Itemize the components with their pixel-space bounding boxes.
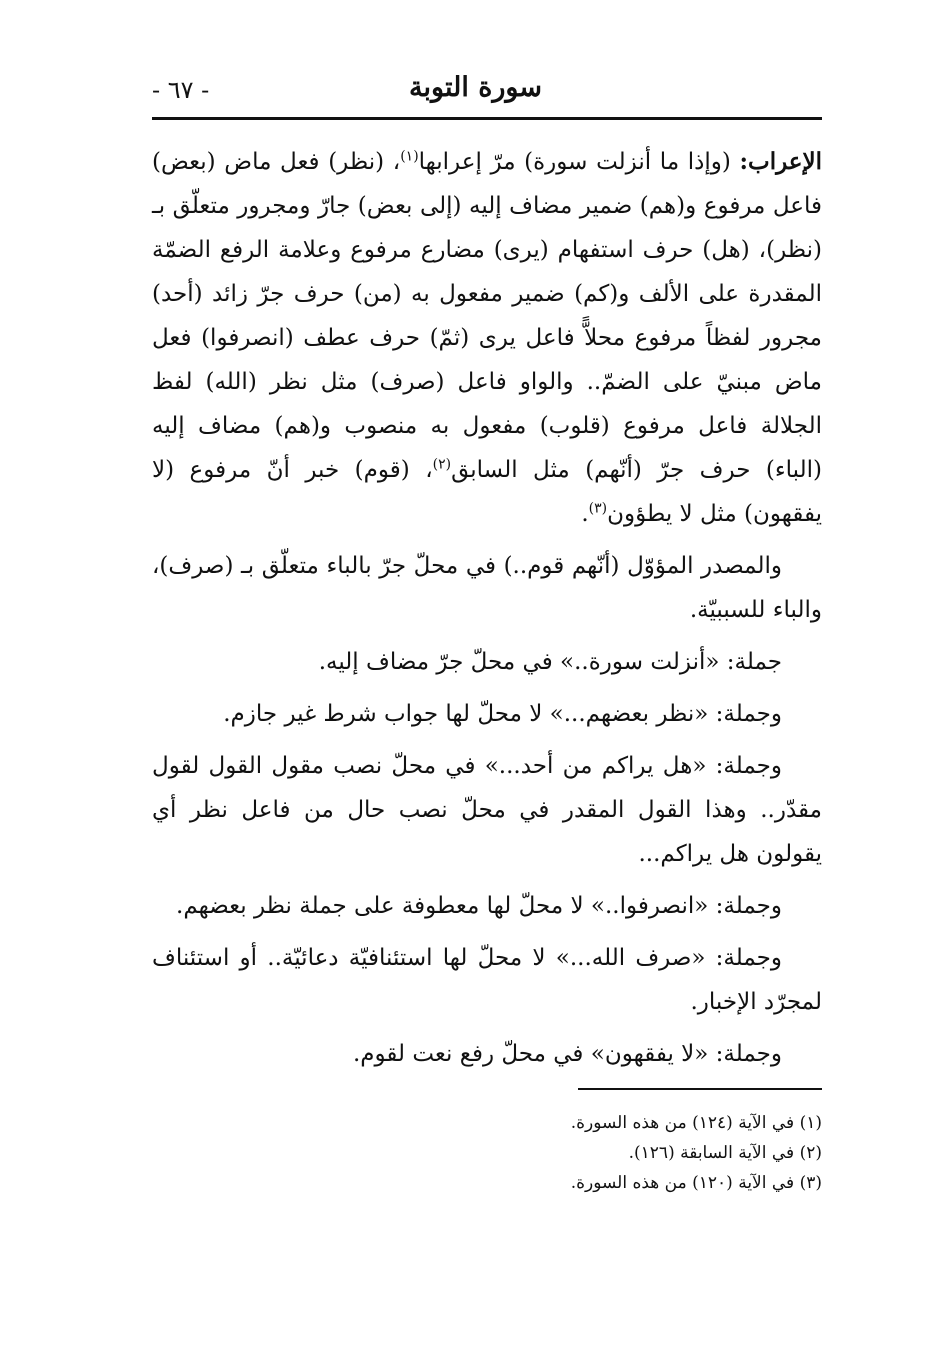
footnote-divider: [578, 1088, 822, 1090]
paragraph-jumla-1: جملة: «أنزلت سورة..» في محلّ جرّ مضاف إليه.: [318, 649, 782, 675]
footnote-ref-3: (٣): [588, 500, 608, 517]
paragraph-jumla-5: وجملة: «صرف الله...» لا محلّ لها استئنافيّة دعائيّة.. أو استئناف لمجرّد الإخبار.: [152, 945, 822, 1015]
irab-heading: الإعراب:: [739, 148, 823, 175]
footnote-1: (١) في الآية (١٢٤) من هذه السورة.: [570, 1113, 822, 1133]
footnote-3: (٣) في الآية (١٢٠) من هذه السورة.: [570, 1173, 822, 1193]
main-text: [152, 140, 822, 1084]
paragraph-jumla-4: وجملة: «انصرفوا..» لا محلّ لها معطوفة على جملة نظر بعضهم.: [176, 893, 782, 919]
paragraph-jumla-6: وجملة: «لا يفقهون» في محلّ رفع نعت لقوم.: [352, 1041, 782, 1067]
paragraph-jumla-2: وجملة: «نظر بعضهم...» لا محلّ لها جواب شرط غير جازم.: [223, 701, 782, 727]
footnotes: [400, 1108, 822, 1198]
paragraph-irab: [152, 140, 822, 536]
footnote-2: (٢) في الآية السابقة (١٢٦).: [628, 1143, 822, 1163]
footnote-ref-1: (١): [400, 148, 419, 165]
surah-title: سورة التوبة: [409, 72, 542, 103]
irab-text-4: .: [581, 501, 589, 527]
page-number: - ٦٧ -: [152, 76, 210, 104]
footnote-ref-2: (٢): [432, 456, 452, 473]
irab-text-2: ، (نظر) فعل ماض (بعض) فاعل مرفوع و(هم) ضمير مضاف إليه (إلى بعض) جارّ ومجرور متعلّق بـ (نظر)، (هل) حرف استفهام (يرى) مضارع مرفوع وعلامة الرفع الضمّة المقدرة على الألف و(كم) ضمير مفعول به (من) حرف جرّ زائد (أحد) مجرور لفظاً مرفوع محلاًّ فاعل يرى (ثمّ) حرف عطف (انصرفوا) فعل ماض مبنيّ على الضمّ.. والواو فاعل (صرف) مثل نظر (الله) لفظ الجلالة فاعل مرفوع (قلوب) مفعول به منصوب و(هم) مضاف إليه (الباء) حرف جرّ (أنّهم) مثل السابق: [152, 149, 822, 483]
paragraph-masdar: والمصدر المؤوّل (أنّهم قوم..) في محلّ جرّ بالباء متعلّق بـ (صرف)، والباء للسببيّة.: [152, 553, 822, 623]
irab-text-1: (وإذا ما أنزلت سورة) مرّ إعرابها: [418, 149, 740, 175]
page-header: [152, 62, 822, 116]
irab-text-3: ، (قوم) خبر أنّ مرفوع (لا يفقهون) مثل لا يطؤون: [152, 457, 822, 527]
paragraph-jumla-3: وجملة: «هل يراكم من أحد...» في محلّ نصب مقول القول لقول مقدّر.. وهذا القول المقدر في محلّ نصب حال من فاعل نظر أي يقولون هل يراكم...: [152, 753, 822, 867]
header-divider: [152, 117, 822, 120]
